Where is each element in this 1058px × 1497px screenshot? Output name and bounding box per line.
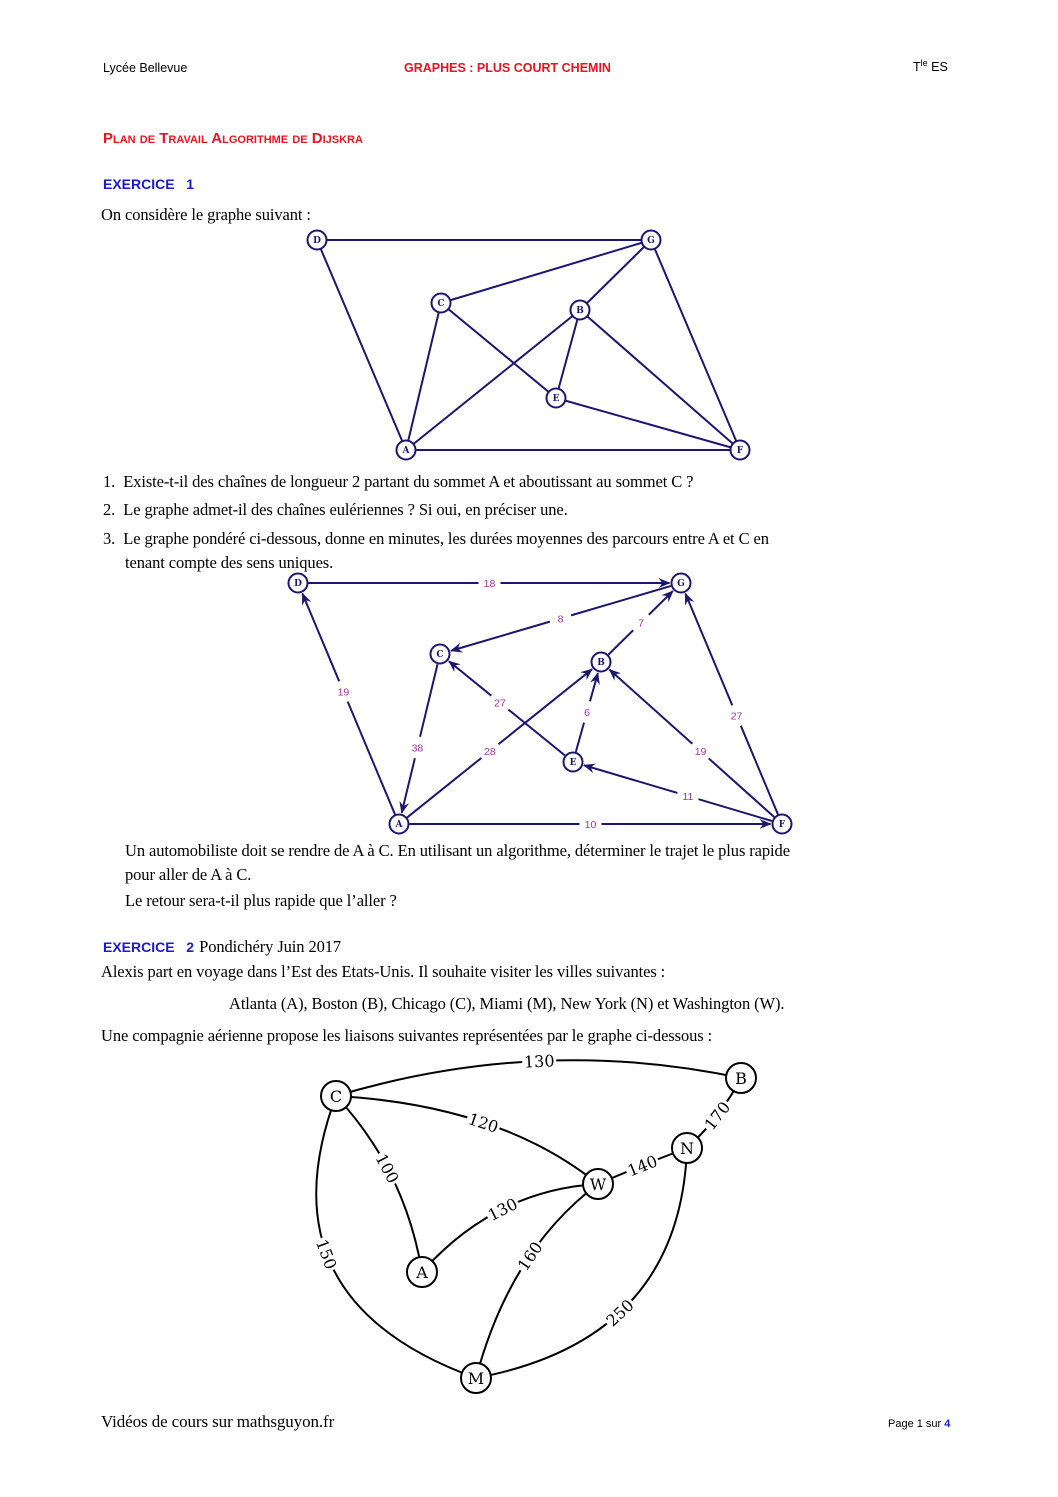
- edge-B-A: [406, 310, 580, 450]
- question-2: [103, 500, 568, 520]
- node-label: B: [735, 1069, 747, 1088]
- node-E: [564, 753, 583, 772]
- node-label: W: [589, 1175, 607, 1194]
- edge-weight: 11: [682, 791, 694, 804]
- node-label: A: [416, 1263, 428, 1282]
- exercise2-heading: [103, 937, 341, 957]
- q2-number: 2.: [103, 500, 116, 519]
- node-C: [432, 294, 451, 313]
- edge-weight: 140: [624, 1151, 661, 1181]
- edge-weight: 19: [694, 746, 707, 759]
- node-label: E: [569, 758, 577, 769]
- node-label: E: [552, 394, 560, 405]
- edge-A-W: [422, 1184, 598, 1275]
- node-C: [431, 645, 450, 664]
- footer-site: Vidéos de cours sur mathsguyon.fr: [101, 1412, 335, 1431]
- node-label: G: [677, 579, 685, 590]
- edge-B-E: [556, 310, 580, 398]
- edge-C-A: [406, 303, 441, 450]
- exercise2-cities: Atlanta (A), Boston (B), Chicago (C), Miami (M), New York (N) et Washington (W).: [229, 994, 785, 1013]
- followup-3: Le retour sera-t-il plus rapide que l’aller ?: [125, 891, 397, 910]
- edge-weight: 7: [638, 617, 644, 630]
- node-label: B: [597, 658, 605, 669]
- exercise1-label: EXERCICE: [103, 176, 175, 192]
- edge-weight: 130: [523, 1051, 555, 1072]
- node-label: N: [680, 1139, 694, 1158]
- edge-F-E: [584, 765, 772, 821]
- node-label: G: [647, 236, 655, 247]
- exercise2-number: 2: [186, 939, 195, 955]
- edge-weight: 170: [700, 1097, 735, 1134]
- q1-text: Existe-t-il des chaînes de longueur 2 partant du sommet A et aboutissant au sommet C ?: [123, 472, 694, 491]
- header-school: Lycée Bellevue: [103, 61, 188, 75]
- followup-1: Un automobiliste doit se rendre de A à C. En utilisant un algorithme, déterminer le trajet le plus rapide: [125, 841, 790, 860]
- node-G: [642, 231, 661, 250]
- edge-weight: 120: [465, 1109, 501, 1137]
- question-3-cont: tenant compte des sens uniques.: [125, 553, 334, 572]
- node-A: [397, 441, 416, 460]
- node-label: A: [395, 820, 403, 831]
- exercise1-intro: On considère le graphe suivant :: [101, 205, 311, 224]
- page-title: Plan de Travail Algorithme de Dijskra: [103, 130, 363, 147]
- node-F: [773, 815, 792, 834]
- edge-weight: 130: [484, 1194, 521, 1225]
- exercise2-graph-intro: Une compagnie aérienne propose les liaisons suivantes représentées par le graphe ci-dessous :: [101, 1026, 713, 1045]
- node-G: [672, 574, 691, 593]
- edge-weight: 28: [484, 746, 496, 759]
- edge-C-M: [312, 1096, 476, 1378]
- graph1: [308, 231, 750, 460]
- edge-E-F: [556, 398, 740, 450]
- node-label: F: [736, 446, 744, 457]
- header-title: GRAPHES : PLUS COURT CHEMIN: [404, 61, 611, 75]
- question-3: [103, 529, 769, 549]
- edge-C-E: [441, 303, 556, 398]
- node-C: [321, 1081, 351, 1111]
- edge-E-B: [576, 673, 598, 752]
- page-prefix: Page 1 sur: [888, 1418, 945, 1430]
- graph2: [289, 574, 792, 834]
- node-label: D: [313, 236, 321, 247]
- edge-E-C: [449, 661, 565, 755]
- node-A: [390, 815, 409, 834]
- node-label: C: [329, 1087, 343, 1106]
- edge-weight: 10: [584, 819, 597, 831]
- node-M: [461, 1363, 491, 1393]
- node-B: [726, 1063, 756, 1093]
- node-label: A: [402, 446, 410, 457]
- question-1: [103, 472, 693, 492]
- graph3: [312, 1051, 756, 1393]
- edge-weight: 38: [411, 742, 424, 755]
- node-F: [731, 441, 750, 460]
- edge-weight: 100: [371, 1150, 403, 1187]
- edge-weight: 150: [311, 1236, 341, 1272]
- edge-B-F: [580, 310, 740, 450]
- node-label: M: [467, 1369, 485, 1388]
- node-D: [289, 574, 308, 593]
- node-E: [547, 389, 566, 408]
- node-label: F: [778, 820, 786, 831]
- class-suffix: ES: [927, 60, 948, 75]
- edge-C-B: [336, 1051, 741, 1096]
- edge-N-M: [476, 1148, 687, 1378]
- edge-weight: 27: [730, 710, 743, 723]
- node-W: [583, 1169, 613, 1199]
- edge-weight: 27: [494, 697, 506, 710]
- edge-weight: 6: [584, 707, 590, 719]
- edge-weight: 19: [337, 686, 350, 699]
- edge-C-A: [336, 1096, 422, 1272]
- node-label: C: [436, 650, 444, 661]
- node-B: [592, 653, 611, 672]
- edge-G-F: [651, 240, 740, 450]
- edge-C-A: [402, 664, 438, 813]
- edge-A-B: [407, 669, 592, 817]
- class-main: T: [913, 60, 921, 75]
- node-label: B: [576, 306, 584, 317]
- edge-C-W: [336, 1096, 598, 1184]
- exercise2-intro: Alexis part en voyage dans l’Est des Etats-Unis. Il souhaite visiter les villes suivantes :: [101, 962, 666, 981]
- node-D: [308, 231, 327, 250]
- q3-text: Le graphe pondéré ci-dessous, donne en minutes, les durées moyennes des parcours entre A et C en: [123, 529, 769, 548]
- edge-F-G: [685, 594, 777, 815]
- footer-page: [888, 1418, 950, 1430]
- q1-number: 1.: [103, 472, 116, 491]
- exercise1-number: 1: [186, 176, 195, 192]
- edge-A-D: [302, 594, 394, 815]
- class-sup: le: [920, 58, 928, 68]
- exercise2-source: Pondichéry Juin 2017: [199, 937, 342, 956]
- node-N: [672, 1133, 702, 1163]
- edge-weight: 8: [557, 613, 564, 626]
- node-B: [571, 301, 590, 320]
- edge-D-A: [317, 240, 406, 450]
- q2-text: Le graphe admet-il des chaînes eulériennes ? Si oui, en préciser une.: [123, 500, 568, 519]
- followup-2: pour aller de A à C.: [125, 865, 252, 884]
- node-label: D: [294, 579, 302, 590]
- node-A: [407, 1257, 437, 1287]
- page-total: 4: [944, 1418, 951, 1430]
- q3-number: 3.: [103, 529, 116, 548]
- node-label: C: [437, 299, 445, 310]
- edge-weight: 160: [513, 1238, 547, 1275]
- edge-weight: 250: [602, 1295, 638, 1331]
- edge-weight: 18: [483, 578, 496, 590]
- edge-D-G: [309, 578, 670, 590]
- edge-A-F: [410, 819, 771, 831]
- exercise2-label: EXERCICE: [103, 939, 175, 955]
